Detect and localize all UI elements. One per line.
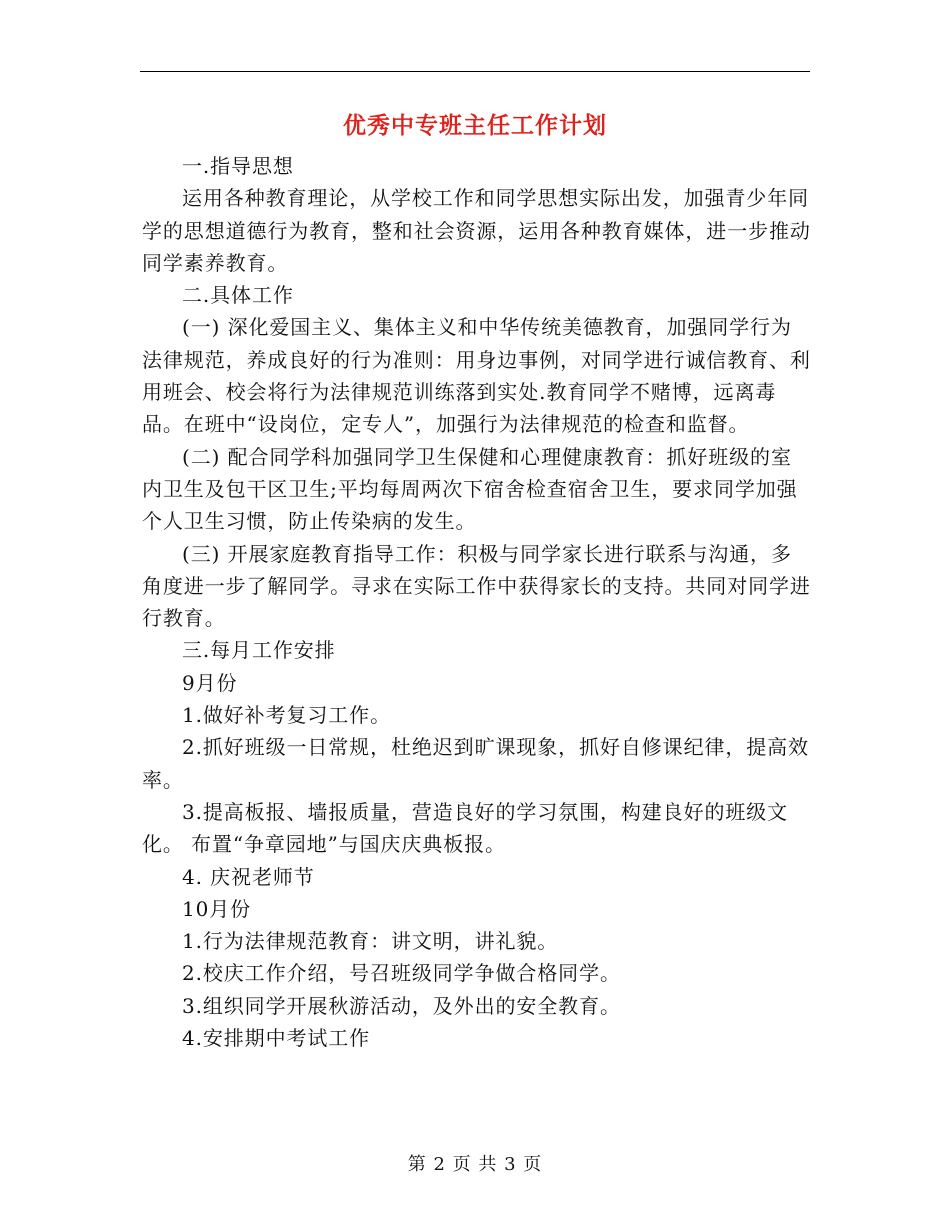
- list-item: 2.校庆工作介绍，号召班级同学争做合格同学。: [182, 961, 621, 986]
- month-heading-october: 10月份: [182, 896, 252, 921]
- list-item: 4.安排期中考试工作: [182, 1026, 371, 1051]
- section-heading-monthly-plan: 三.每月工作安排: [182, 638, 336, 663]
- list-item: 3.提高板报、墙报质量，营造良好的学习氛围，构建良好的班级文化。 布置“争章园地”与国庆庆典板报。: [142, 799, 789, 857]
- list-item: 3.组织同学开展秋游活动，及外出的安全教育。: [182, 993, 621, 1018]
- paragraph: (三) 开展家庭教育指导工作：积极与同学家长进行联系与沟通，多角度进一步了解同学。寻求在实际工作中获得家长的支持。共同对同学进行教育。: [142, 541, 811, 631]
- list-item: 1.行为法律规范教育：讲文明，讲礼貌。: [182, 929, 559, 954]
- document-title: 优秀中专班主任工作计划: [343, 113, 607, 139]
- list-item: 1.做好补考复习工作。: [182, 703, 391, 728]
- list-item: 4. 庆祝老师节: [182, 864, 315, 889]
- section-heading-specific-work: 二.具体工作: [182, 283, 294, 308]
- page-number: 第 2 页 共 3 页: [407, 1154, 543, 1175]
- document-body: [142, 150, 812, 1054]
- header-rule: [140, 71, 810, 72]
- month-heading-september: 9月份: [182, 670, 238, 695]
- list-item: 2.抓好班级一日常规，杜绝迟到旷课现象，抓好自修课纪律，提高效率。: [142, 735, 809, 792]
- paragraph: 运用各种教育理论，从学校工作和同学思想实际出发，加强青少年同学的思想道德行为教育，整和社会资源，运用各种教育媒体，进一步推动同学素养教育。: [142, 186, 811, 275]
- paragraph: (一) 深化爱国主义、集体主义和中华传统美德教育，加强同学行为法律规范，养成良好的行为准则：用身边事例，对同学进行诚信教育、利用班会、校会将行为法律规范训练落到实处.教育同学不赌博，远离毒品。在班中“设岗位，定专人”，加强行为法律规范的检查和监督。: [142, 315, 811, 437]
- section-heading-guiding-thought: 一.指导思想: [182, 154, 294, 178]
- paragraph: (二) 配合同学科加强同学卫生保健和心理健康教育：抓好班级的室内卫生及包干区卫生;平均每周两次下宿舍检查宿舍卫生，要求同学加强个人卫生习惯，防止传染病的发生。: [142, 444, 798, 534]
